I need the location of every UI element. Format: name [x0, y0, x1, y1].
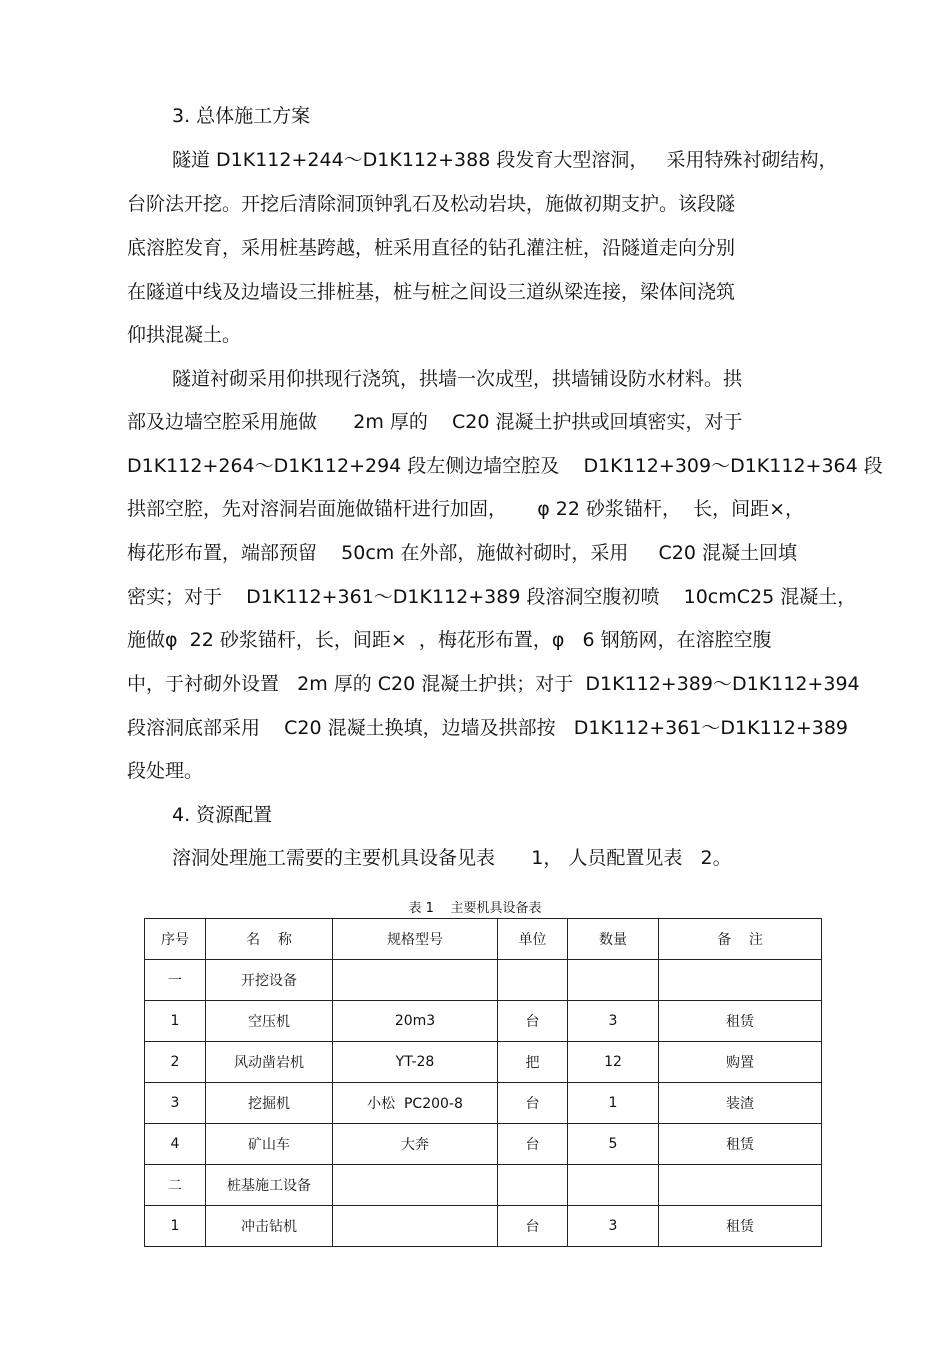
table-cell: 装渣 [659, 1083, 822, 1124]
table-cell: 1 [568, 1083, 659, 1124]
table-cell: 租赁 [659, 1001, 822, 1042]
table-cell [659, 1165, 822, 1206]
table-cell: 3 [145, 1083, 206, 1124]
paragraph-line: 溶洞处理施工需要的主要机具设备见表 1， 人员配置见表 2。 [172, 847, 732, 869]
header-cell: 名 称 [206, 919, 333, 960]
paragraph-line: 拱部空腔，先对溶洞岩面施做锚杆进行加固， φ 22 砂浆锚杆， 长，间距×， [127, 498, 804, 520]
header-cell: 数量 [568, 919, 659, 960]
table-cell: 把 [498, 1042, 568, 1083]
paragraph-line: 底溶腔发育，采用桩基跨越，桩采用直径的钻孔灌注桩，沿隧道走向分别 [127, 237, 736, 259]
table-row [145, 1165, 822, 1206]
table-cell: 开挖设备 [206, 960, 333, 1001]
section-heading-4: 4. 资源配置 [172, 804, 273, 826]
table-cell: 台 [498, 1001, 568, 1042]
table-cell: 5 [568, 1124, 659, 1165]
paragraph-line: 密实；对于 D1K112+361～D1K112+389 段溶洞空腹初喷 10cmC25 混凝土， [127, 586, 857, 608]
table-cell: 1 [145, 1206, 206, 1247]
table-cell: 矿山车 [206, 1124, 333, 1165]
table-row [145, 1001, 822, 1042]
table-cell: 购置 [659, 1042, 822, 1083]
equipment-table [144, 918, 822, 1247]
paragraph-line: 施做φ 22 砂浆锚杆，长，间距× ，梅花形布置，φ 6 钢筋网，在溶腔空腹 [127, 629, 772, 651]
table-row [145, 960, 822, 1001]
table-cell [333, 1165, 498, 1206]
header-cell: 序号 [145, 919, 206, 960]
table-cell [498, 960, 568, 1001]
table-row [145, 1124, 822, 1165]
table-cell [659, 960, 822, 1001]
table-cell [498, 1165, 568, 1206]
table-cell: 1 [145, 1001, 206, 1042]
table-cell: 12 [568, 1042, 659, 1083]
paragraph-line: D1K112+264～D1K112+294 段左侧边墙空腔及 D1K112+309～D1K112+364 段 [127, 455, 883, 477]
table-cell: 台 [498, 1206, 568, 1247]
table-cell: 台 [498, 1083, 568, 1124]
paragraph-line: 隧道 D1K112+244～D1K112+388 段发育大型溶洞， 采用特殊衬砌结构， [172, 149, 838, 171]
table-cell [333, 1206, 498, 1247]
table-row [145, 1206, 822, 1247]
table-header-row [145, 919, 822, 960]
paragraph-line: 台阶法开挖。开挖后清除洞顶钟乳石及松动岩块，施做初期支护。该段隧 [127, 193, 736, 215]
table-cell [568, 960, 659, 1001]
table-cell: 空压机 [206, 1001, 333, 1042]
table-cell: 3 [568, 1206, 659, 1247]
table-row [145, 1083, 822, 1124]
header-cell: 规格型号 [333, 919, 498, 960]
table-cell: 二 [145, 1165, 206, 1206]
table-cell: 挖掘机 [206, 1083, 333, 1124]
paragraph-line: 仰拱混凝土。 [127, 324, 242, 346]
table-cell: 3 [568, 1001, 659, 1042]
table-cell: YT-28 [333, 1042, 498, 1083]
header-cell: 单位 [498, 919, 568, 960]
table-cell: 20m3 [333, 1001, 498, 1042]
table-cell: 4 [145, 1124, 206, 1165]
paragraph-line: 段处理。 [127, 760, 204, 782]
paragraph-line: 中，于衬砌外设置 2m 厚的 C20 混凝土护拱；对于 D1K112+389～D1K112+394 [127, 673, 860, 695]
paragraph-line: 在隧道中线及边墙设三排桩基，桩与桩之间设三道纵梁连接，梁体间浇筑 [127, 281, 736, 303]
table-cell: 租赁 [659, 1124, 822, 1165]
table-cell: 桩基施工设备 [206, 1165, 333, 1206]
table-cell: 风动凿岩机 [206, 1042, 333, 1083]
table-cell [333, 960, 498, 1001]
table-cell: 小松 PC200-8 [333, 1083, 498, 1124]
paragraph-line: 梅花形布置，端部预留 50cm 在外部，施做衬砌时，采用 C20 混凝土回填 [127, 542, 798, 564]
header-cell: 备 注 [659, 919, 822, 960]
paragraph-line: 隧道衬砌采用仰拱现行浇筑，拱墙一次成型，拱墙铺设防水材料。拱 [172, 368, 743, 390]
section-heading-3: 3. 总体施工方案 [172, 105, 311, 127]
table-cell: 租赁 [659, 1206, 822, 1247]
table-cell: 台 [498, 1124, 568, 1165]
table-cell: 冲击钻机 [206, 1206, 333, 1247]
paragraph-line: 段溶洞底部采用 C20 混凝土换填，边墙及拱部按 D1K112+361～D1K112+389 [127, 717, 849, 739]
table-cell: 2 [145, 1042, 206, 1083]
table-cell: 大奔 [333, 1124, 498, 1165]
table-caption: 表 1 主要机具设备表 [408, 901, 542, 916]
table-cell: 一 [145, 960, 206, 1001]
table-cell [568, 1165, 659, 1206]
paragraph-line: 部及边墙空腔采用施做 2m 厚的 C20 混凝土护拱或回填密实，对于 [127, 411, 743, 433]
table-row [145, 1042, 822, 1083]
